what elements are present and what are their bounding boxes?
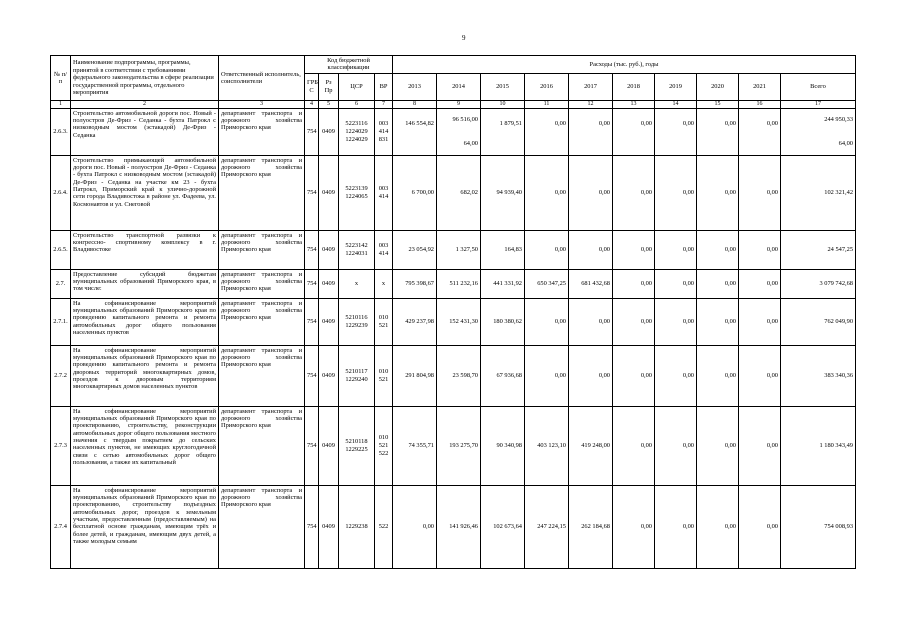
page-number: 9 xyxy=(462,34,466,42)
row-year-value xyxy=(437,298,481,345)
row-year-value xyxy=(655,406,697,485)
row-year-value xyxy=(655,230,697,269)
row-rzpr: 0409 xyxy=(319,269,339,298)
row-year-value xyxy=(481,269,525,298)
amount: 0,00 xyxy=(640,441,652,449)
row-year-value xyxy=(569,406,613,485)
row-number: 2.6.3. xyxy=(51,108,71,155)
amount: 94 939,40 xyxy=(496,188,522,196)
row-total xyxy=(781,155,856,230)
row-csr xyxy=(339,108,375,155)
row-vr xyxy=(375,406,393,485)
amount: 0,00 xyxy=(640,245,652,253)
row-csr xyxy=(339,406,375,485)
row-year-value xyxy=(569,269,613,298)
amount: 419 248,00 xyxy=(581,441,610,449)
row-responsible: департамент транспорта и дорожного хозяйства Приморского края xyxy=(219,155,305,230)
row-rzpr: 0409 xyxy=(319,298,339,345)
amount: 0,00 xyxy=(682,317,694,325)
column-number: 6 xyxy=(339,100,375,108)
header-year: 2013 xyxy=(393,73,437,100)
header-year: 2016 xyxy=(525,73,569,100)
column-number: 5 xyxy=(319,100,339,108)
row-year-value xyxy=(393,345,437,406)
amount: 262 184,68 xyxy=(581,522,610,530)
row-year-value xyxy=(393,155,437,230)
row-responsible: департамент транспорта и дорожного хозяйства Приморского края xyxy=(219,406,305,485)
row-year-value xyxy=(569,298,613,345)
row-year-value xyxy=(739,485,781,568)
row-year-value xyxy=(525,155,569,230)
amount: 0,00 xyxy=(682,279,694,287)
row-number: 2.7.4 xyxy=(51,485,71,568)
row-year-value xyxy=(569,230,613,269)
header-budget-code: Код бюджетной классификации xyxy=(305,56,393,74)
row-year-value xyxy=(613,230,655,269)
amount: 0,00 xyxy=(766,119,778,127)
amount: 141 926,46 xyxy=(449,522,478,530)
amount: 193 275,70 xyxy=(449,441,478,449)
row-year-value xyxy=(481,345,525,406)
row-name: Строительство транспортной развязки к конгрессно- спортивному комплексу в г. Владивостоке xyxy=(71,230,219,269)
amount: 1 879,51 xyxy=(499,119,522,127)
amount: 24 547,25 xyxy=(827,245,854,253)
row-year-value xyxy=(525,108,569,155)
amount: 0,00 xyxy=(724,279,736,287)
row-year-value xyxy=(739,230,781,269)
row-total xyxy=(781,345,856,406)
header-expenses: Расходы (тыс. руб.), годы xyxy=(393,56,856,74)
amount: 0,00 xyxy=(766,371,778,379)
row-year-value xyxy=(481,108,525,155)
row-total xyxy=(781,269,856,298)
row-year-value xyxy=(393,108,437,155)
row-year-value xyxy=(655,155,697,230)
vr-code: 414 xyxy=(378,127,389,135)
row-grbs: 754 xyxy=(305,108,319,155)
row-grbs: 754 xyxy=(305,406,319,485)
row-name: На софинансирование мероприятий муниципальных образований Приморского края по проектированию, строительству, реконструкции автомобильных дорог общего пользования местного значения с твердым покрытием до сельских населенных пунктов, не имеющих круглогодичной связи с сетью автомобильных дорог общего пользования, а также их капитальный xyxy=(71,406,219,485)
amount: 0,00 xyxy=(682,371,694,379)
amount: 682,02 xyxy=(460,188,478,196)
row-number: 2.6.4. xyxy=(51,155,71,230)
row-year-value xyxy=(481,230,525,269)
amount: 96 516,00 xyxy=(452,115,478,123)
amount: 0,00 xyxy=(682,441,694,449)
amount: 754 008,93 xyxy=(824,522,854,530)
csr-code: 1229238 xyxy=(345,522,368,530)
amount: 0,00 xyxy=(724,371,736,379)
row-year-value xyxy=(697,108,739,155)
row-year-value xyxy=(613,155,655,230)
amount: 0,00 xyxy=(640,522,652,530)
vr-code: х xyxy=(381,279,386,287)
table-row xyxy=(51,269,856,298)
row-year-value xyxy=(481,485,525,568)
row-year-value xyxy=(437,345,481,406)
row-year-value xyxy=(613,485,655,568)
column-number: 4 xyxy=(305,100,319,108)
row-total xyxy=(781,485,856,568)
amount: 0,00 xyxy=(724,119,736,127)
amount: 0,00 xyxy=(554,317,566,325)
row-vr xyxy=(375,155,393,230)
row-year-value xyxy=(481,406,525,485)
column-number: 1 xyxy=(51,100,71,108)
vr-code: 010 xyxy=(378,313,389,321)
amount: 23 054,92 xyxy=(408,245,434,253)
row-year-value xyxy=(525,269,569,298)
row-year-value xyxy=(739,269,781,298)
column-number: 15 xyxy=(697,100,739,108)
row-csr xyxy=(339,155,375,230)
row-grbs: 754 xyxy=(305,298,319,345)
row-year-value xyxy=(569,155,613,230)
row-year-value xyxy=(525,485,569,568)
column-number: 3 xyxy=(219,100,305,108)
header-year: 2015 xyxy=(481,73,525,100)
header-rzpr: Рз Пр xyxy=(319,73,339,100)
table-row xyxy=(51,230,856,269)
amount: 383 340,36 xyxy=(824,371,854,379)
amount: 0,00 xyxy=(598,119,610,127)
amount: 681 432,68 xyxy=(581,279,610,287)
amount: 0,00 xyxy=(766,279,778,287)
amount: 0,00 xyxy=(554,188,566,196)
row-number: 2.6.5. xyxy=(51,230,71,269)
row-number: 2.7.3 xyxy=(51,406,71,485)
table-row xyxy=(51,406,856,485)
amount: 291 804,98 xyxy=(405,371,434,379)
amount: 0,00 xyxy=(598,245,610,253)
row-csr xyxy=(339,345,375,406)
row-year-value xyxy=(437,269,481,298)
row-vr xyxy=(375,108,393,155)
amount: 0,00 xyxy=(682,245,694,253)
amount: 0,00 xyxy=(554,119,566,127)
csr-code: 5210117 xyxy=(345,367,368,375)
amount: 0,00 xyxy=(766,188,778,196)
vr-code: 521 xyxy=(378,375,389,383)
row-vr xyxy=(375,269,393,298)
vr-code: 831 xyxy=(378,135,389,143)
row-csr xyxy=(339,298,375,345)
header-grbs: ГРБ С xyxy=(305,73,319,100)
amount: 429 237,98 xyxy=(405,317,434,325)
row-year-value xyxy=(655,485,697,568)
csr-code: 5223116 xyxy=(345,119,368,127)
row-year-value xyxy=(437,155,481,230)
amount: 441 331,92 xyxy=(493,279,522,287)
csr-code: х xyxy=(354,279,359,287)
row-year-value xyxy=(613,298,655,345)
csr-code: 5223139 xyxy=(345,184,368,192)
table-row xyxy=(51,345,856,406)
amount: 102 321,42 xyxy=(824,188,854,196)
amount: 0,00 xyxy=(640,371,652,379)
row-year-value xyxy=(697,269,739,298)
header-year: 2021 xyxy=(739,73,781,100)
amount: 3 079 742,68 xyxy=(819,279,854,287)
amount: 0,00 xyxy=(724,441,736,449)
row-year-value xyxy=(437,485,481,568)
row-number: 2.7.1. xyxy=(51,298,71,345)
row-responsible: департамент транспорта и дорожного хозяйства Приморского края xyxy=(219,345,305,406)
table-row xyxy=(51,485,856,568)
amount: 0,00 xyxy=(598,317,610,325)
amount: 0,00 xyxy=(766,317,778,325)
row-name: Предоставление субсидий бюджетам муниципальных образований Приморского края, в том числе: xyxy=(71,269,219,298)
row-year-value xyxy=(393,269,437,298)
amount: 146 554,82 xyxy=(405,119,434,127)
table-row xyxy=(51,108,856,155)
row-rzpr: 0409 xyxy=(319,345,339,406)
row-year-value xyxy=(437,406,481,485)
row-year-value xyxy=(481,298,525,345)
row-responsible: департамент транспорта и дорожного хозяйства Приморского края xyxy=(219,108,305,155)
row-year-value xyxy=(697,406,739,485)
row-year-value xyxy=(525,230,569,269)
vr-code: 521 xyxy=(378,441,389,449)
amount: 0,00 xyxy=(724,245,736,253)
amount: 1 180 343,49 xyxy=(819,441,854,449)
row-year-value xyxy=(655,298,697,345)
amount: 0,00 xyxy=(766,441,778,449)
column-number: 8 xyxy=(393,100,437,108)
header-responsible: Ответственный исполнитель, соисполнители xyxy=(219,56,305,101)
row-year-value xyxy=(525,345,569,406)
vr-code: 010 xyxy=(378,433,389,441)
row-year-value xyxy=(697,485,739,568)
budget-table xyxy=(50,55,856,569)
row-vr xyxy=(375,345,393,406)
amount: 0,00 xyxy=(554,245,566,253)
column-number: 11 xyxy=(525,100,569,108)
row-year-value xyxy=(393,485,437,568)
row-name: На софинансирование мероприятий муниципальных образований Приморского края по проектированию, строительству подъездных автомобильных дорог, проездов к земельным участкам, предоставленным (предоставляемым) на бесплатной основе гражданам, имеющим трёх и более детей, и гражданам, имеющим двух детей, а также молодым семьям xyxy=(71,485,219,568)
row-year-value xyxy=(655,108,697,155)
amount: 102 673,64 xyxy=(493,522,522,530)
row-year-value xyxy=(697,345,739,406)
amount: 403 123,10 xyxy=(537,441,566,449)
amount: 0,00 xyxy=(640,188,652,196)
amount: 180 380,62 xyxy=(493,317,522,325)
header-year: 2020 xyxy=(697,73,739,100)
vr-code: 003 xyxy=(378,119,389,127)
csr-code: 1224029 xyxy=(345,127,368,135)
row-responsible: департамент транспорта и дорожного хозяйства Приморского края xyxy=(219,485,305,568)
row-year-value xyxy=(739,298,781,345)
column-number: 17 xyxy=(781,100,856,108)
amount: 0,00 xyxy=(724,317,736,325)
amount: 0,00 xyxy=(640,119,652,127)
header-year: 2014 xyxy=(437,73,481,100)
csr-code: 1229225 xyxy=(345,445,368,453)
row-year-value xyxy=(569,485,613,568)
amount: 795 398,67 xyxy=(405,279,434,287)
column-number: 12 xyxy=(569,100,613,108)
csr-code: 1224065 xyxy=(345,192,368,200)
row-number: 2.7. xyxy=(51,269,71,298)
row-year-value xyxy=(613,269,655,298)
amount: 152 431,30 xyxy=(449,317,478,325)
amount: 90 340,98 xyxy=(496,441,522,449)
row-total xyxy=(781,406,856,485)
row-grbs: 754 xyxy=(305,230,319,269)
row-csr xyxy=(339,485,375,568)
row-year-value xyxy=(697,155,739,230)
row-year-value xyxy=(437,108,481,155)
row-name: Строительство автомобильной дороги пос. Новый - полуостров Де-Фриз - Седанка - бухта Патрокл с низководным мостом (эстакадой) Де-Фриз - Седанка xyxy=(71,108,219,155)
vr-code: 414 xyxy=(378,192,389,200)
amount-secondary: 64,00 xyxy=(838,139,854,147)
row-rzpr: 0409 xyxy=(319,230,339,269)
vr-code: 521 xyxy=(378,321,389,329)
row-year-value xyxy=(525,298,569,345)
row-year-value xyxy=(393,230,437,269)
row-rzpr: 0409 xyxy=(319,108,339,155)
row-year-value xyxy=(655,345,697,406)
column-number: 7 xyxy=(375,100,393,108)
row-name: На софинансирование мероприятий муниципальных образований Приморского края по проведению капитального ремонта и ремонта автомобильных дорог общего пользования населенных пунктов xyxy=(71,298,219,345)
row-vr xyxy=(375,485,393,568)
row-grbs: 754 xyxy=(305,485,319,568)
vr-code: 522 xyxy=(378,449,389,457)
amount: 0,00 xyxy=(682,522,694,530)
vr-code: 414 xyxy=(378,249,389,257)
table-row xyxy=(51,155,856,230)
column-number: 13 xyxy=(613,100,655,108)
header-no: № п/п xyxy=(51,56,71,101)
row-csr xyxy=(339,269,375,298)
amount: 0,00 xyxy=(766,245,778,253)
amount: 0,00 xyxy=(766,522,778,530)
csr-code: 1229239 xyxy=(345,321,368,329)
amount: 23 598,70 xyxy=(452,371,478,379)
row-grbs: 754 xyxy=(305,155,319,230)
row-grbs: 754 xyxy=(305,269,319,298)
row-number: 2.7.2 xyxy=(51,345,71,406)
vr-code: 010 xyxy=(378,367,389,375)
column-number: 9 xyxy=(437,100,481,108)
header-total: Всего xyxy=(781,73,856,100)
csr-code: 1224031 xyxy=(345,249,368,257)
amount: 0,00 xyxy=(682,188,694,196)
column-number: 14 xyxy=(655,100,697,108)
row-total xyxy=(781,230,856,269)
row-year-value xyxy=(481,155,525,230)
row-year-value xyxy=(613,108,655,155)
row-year-value xyxy=(569,345,613,406)
row-year-value xyxy=(393,406,437,485)
header-year: 2017 xyxy=(569,73,613,100)
row-year-value xyxy=(525,406,569,485)
vr-code: 522 xyxy=(378,522,389,530)
row-responsible: департамент транспорта и дорожного хозяйства Приморского края xyxy=(219,230,305,269)
vr-code: 003 xyxy=(378,241,389,249)
header-year: 2018 xyxy=(613,73,655,100)
table-row xyxy=(51,298,856,345)
row-responsible: департамент транспорта и дорожного хозяйства Приморского края xyxy=(219,298,305,345)
amount: 74 355,71 xyxy=(408,441,434,449)
csr-code: 5223142 xyxy=(345,241,368,249)
row-name: На софинансирование мероприятий муниципальных образований Приморского края по проведению капитального ремонта и ремонта дворовых территорий многоквартирных домов, проездов к дворовым территориям многоквартирных домов населенных пунктов xyxy=(71,345,219,406)
amount: 247 224,15 xyxy=(537,522,566,530)
row-total xyxy=(781,108,856,155)
amount: 650 347,25 xyxy=(537,279,566,287)
row-responsible: департамент транспорта и дорожного хозяйства Приморского края xyxy=(219,269,305,298)
row-year-value xyxy=(739,345,781,406)
amount: 762 049,90 xyxy=(824,317,854,325)
row-name: Строительство примыкающей автомобильной дороги пос. Новый - полуостров Де-Фриз - Седанка - бухта Патрокл с низководным мостом (эстакадой) Де-Фриз - Седанка на участке км 23 - бухта Патрокл, Приморский край к улично-дорожной сети города Владивостока в районе ул. Фадеева, ул. Космонавтов и ул. Снеговой xyxy=(71,155,219,230)
column-number: 2 xyxy=(71,100,219,108)
row-year-value xyxy=(739,406,781,485)
amount: 0,00 xyxy=(640,317,652,325)
amount: 0,00 xyxy=(640,279,652,287)
column-number: 16 xyxy=(739,100,781,108)
header-year: 2019 xyxy=(655,73,697,100)
header-name: Наименование подпрограммы, программы, принятой в соответствии с требованиями федерального законодательства в сфере реализации государственной программы, отдельного мероприятия xyxy=(71,56,219,101)
row-rzpr: 0409 xyxy=(319,485,339,568)
amount: 0,00 xyxy=(598,371,610,379)
vr-code: 003 xyxy=(378,184,389,192)
csr-code: 1229240 xyxy=(345,375,368,383)
amount: 511 232,16 xyxy=(449,279,478,287)
row-rzpr: 0409 xyxy=(319,406,339,485)
row-year-value xyxy=(613,406,655,485)
amount: 6 700,00 xyxy=(411,188,434,196)
row-vr xyxy=(375,298,393,345)
amount: 0,00 xyxy=(598,188,610,196)
amount: 0,00 xyxy=(724,522,736,530)
row-total xyxy=(781,298,856,345)
amount: 1 327,50 xyxy=(455,245,478,253)
row-year-value xyxy=(393,298,437,345)
amount: 67 936,68 xyxy=(496,371,522,379)
column-numbers-row xyxy=(51,100,856,108)
row-csr xyxy=(339,230,375,269)
row-year-value xyxy=(739,155,781,230)
amount: 0,00 xyxy=(422,522,434,530)
row-grbs: 754 xyxy=(305,345,319,406)
row-rzpr: 0409 xyxy=(319,155,339,230)
amount: 0,00 xyxy=(554,371,566,379)
amount-secondary: 64,00 xyxy=(463,139,478,147)
header-vr: ВР xyxy=(375,73,393,100)
csr-code: 5210118 xyxy=(345,437,368,445)
row-year-value xyxy=(613,345,655,406)
row-year-value xyxy=(437,230,481,269)
row-year-value xyxy=(697,298,739,345)
csr-code: 5210116 xyxy=(345,313,368,321)
header-csr: ЦСР xyxy=(339,73,375,100)
row-vr xyxy=(375,230,393,269)
row-year-value xyxy=(569,108,613,155)
amount: 0,00 xyxy=(682,119,694,127)
row-year-value xyxy=(697,230,739,269)
amount: 164,83 xyxy=(504,245,522,253)
row-year-value xyxy=(739,108,781,155)
row-year-value xyxy=(655,269,697,298)
amount: 0,00 xyxy=(724,188,736,196)
csr-code: 1224029 xyxy=(345,135,368,143)
column-number: 10 xyxy=(481,100,525,108)
amount: 244 950,33 xyxy=(824,115,854,123)
